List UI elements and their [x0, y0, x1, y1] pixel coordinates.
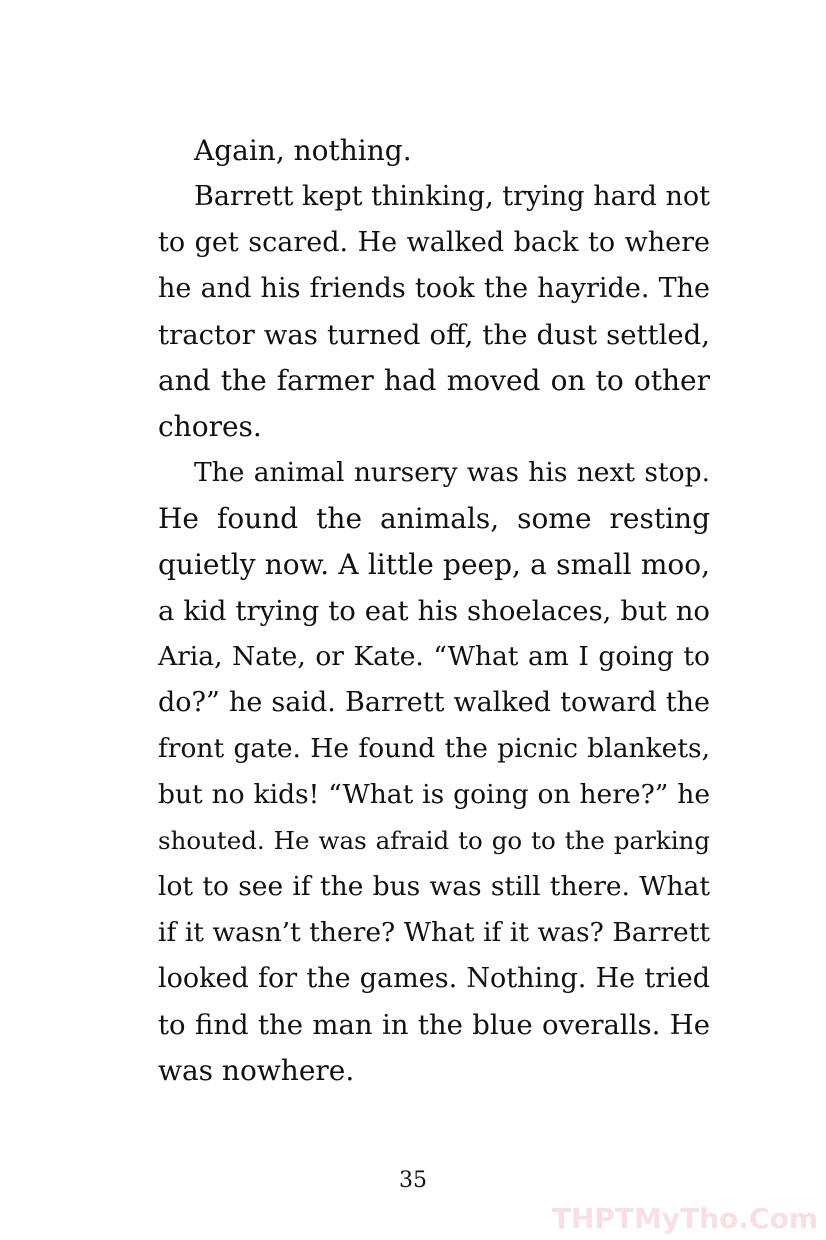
text-line: if it wasn’t there? What if it was? Barrett [158, 917, 710, 948]
text-line: tractor was turned off, the dust settled, [158, 319, 710, 351]
text-line: The animal nursery was his next stop. [194, 457, 710, 488]
body-text [158, 128, 710, 1094]
text-line: Aria, Nate, or Kate. “What am I going to [158, 641, 710, 672]
text-line: was nowhere. [158, 1054, 355, 1087]
text-line: Again, nothing. [194, 134, 412, 167]
text-line: lot to see if the bus was still there. What [158, 871, 710, 902]
text-line: shouted. He was afraid to go to the parking [158, 826, 710, 855]
text-line: and the farmer had moved on to other [158, 364, 710, 397]
page-number: 35 [399, 1168, 427, 1193]
text-line: but no kids! “What is going on here?” he [158, 779, 710, 810]
text-line: chores. [158, 410, 262, 443]
text-line: to find the man in the blue overalls. He [158, 1009, 710, 1041]
text-line: He found the animals, some resting [158, 502, 710, 535]
text-line: Barrett kept thinking, trying hard not [194, 181, 710, 212]
text-line: a kid trying to eat his shoelaces, but no [158, 595, 710, 627]
text-line: to get scared. He walked back to where [158, 227, 710, 258]
text-line: do?” he said. Barrett walked toward the [158, 687, 710, 718]
text-line: front gate. He found the picnic blankets, [158, 733, 710, 764]
text-line: looked for the games. Nothing. He tried [158, 963, 710, 994]
watermark: THPTMyTho.Com [551, 1202, 818, 1235]
text-line: quietly now. A little peep, a small moo, [158, 548, 710, 581]
text-line: he and his friends took the hayride. The [158, 273, 710, 304]
